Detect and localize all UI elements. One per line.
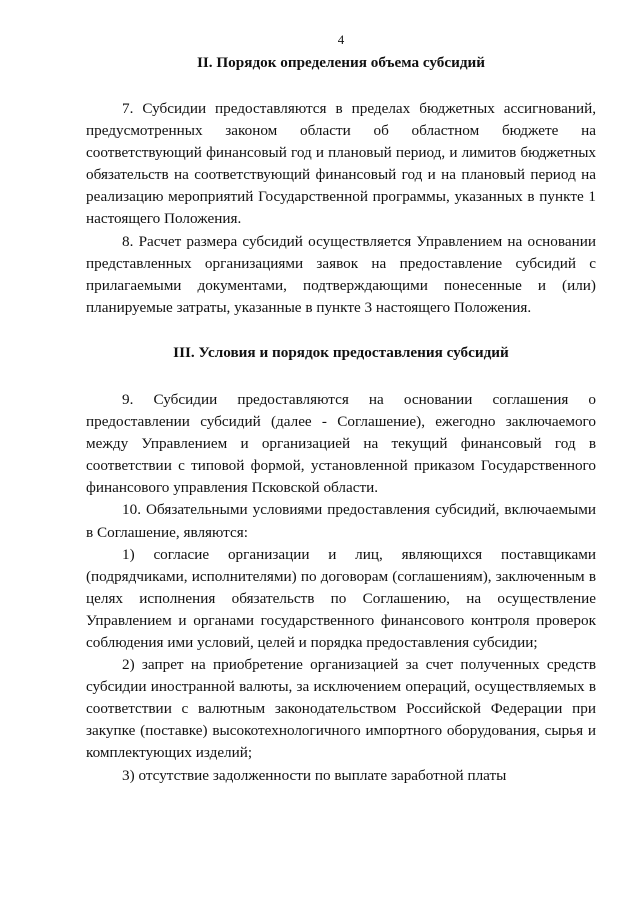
paragraph-10-item-3: 3) отсутствие задолженности по выплате заработной платы bbox=[122, 766, 507, 784]
paragraph-10-item-1: 1) согласие организации и лиц, являющихся поставщиками (подрядчиками, исполнителями) по договорам (соглашениям), заключенным в целях исполнения обязательств по Соглашению, на осуществление Управлением и органами государственного финансового контроля проверок соблюдения ими условий, целей и порядка предоставления субсидии; bbox=[86, 545, 596, 651]
paragraph-9: 9. Субсидии предоставляются на основании соглашения о предоставлении субсидий (далее - Соглашение), ежегодно заключаемого между Управлением и организацией на текущий финансовый год в соответствии с типовой формой, установленной приказом Государственного финансового управления Псковской области. bbox=[86, 390, 596, 497]
paragraph-10: 10. Обязательными условиями предоставления субсидий, включаемыми в Соглашение, являются: bbox=[86, 501, 596, 541]
section-3-title: III. Условия и порядок предоставления субсидий bbox=[173, 343, 509, 361]
paragraph-7: 7. Субсидии предоставляются в пределах бюджетных ассигнований, предусмотренных законом области об областном бюджете на соответствующий финансовый год и плановый период, и лимитов бюджетных обязательств на соответствующий финансовый год и на плановый период на реализацию мероприятий Государственной программы, указанных в пункте 1 настоящего Положения. bbox=[86, 100, 596, 228]
section-2-title: II. Порядок определения объема субсидий bbox=[196, 54, 486, 71]
page-number: 4 bbox=[337, 32, 345, 47]
paragraph-10-item-2: 2) запрет на приобретение организацией за счет полученных средств субсидии иностранной валюты, за исключением операций, осуществляемых в соответствии с валютным законодательством Российской Федерации при закупке (поставке) высокотехнологичного импортного оборудования, сырья и комплектующих изделий; bbox=[86, 656, 596, 762]
paragraph-8: 8. Расчет размера субсидий осуществляется Управлением на основании представленных организациями заявок на предоставление субсидий с прилагаемыми документами, подтверждающими понесенные и (или) планируемые затраты, указанные в пункте 3 настоящего Положения. bbox=[86, 232, 596, 316]
